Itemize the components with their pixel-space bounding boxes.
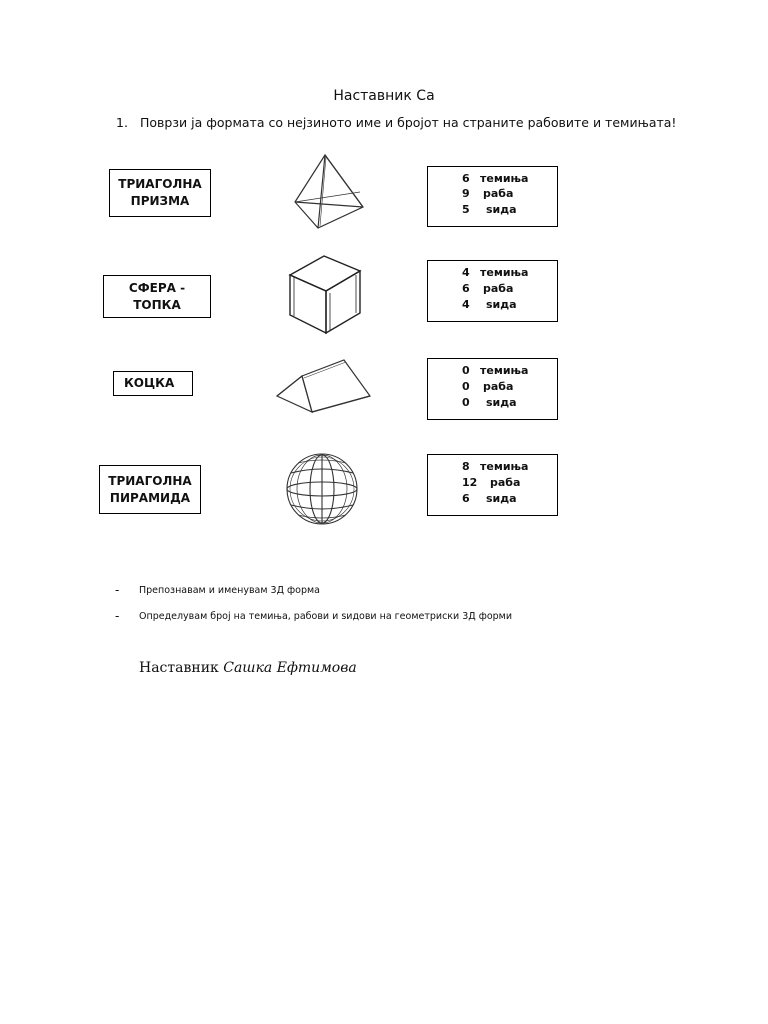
count-4-edges-number: 12	[462, 476, 478, 489]
name-box-4-line-1: ТРИАГОЛНА	[108, 473, 192, 488]
bullet-dash: -	[115, 609, 120, 623]
count-2-vertices-label: темиња	[480, 266, 529, 279]
count-4-edges-label: раба	[490, 476, 521, 489]
name-box-4	[99, 465, 201, 514]
count-box-3	[427, 358, 558, 420]
bullet-text: Определувам број на темиња, рабови и ѕидови на геометриски 3Д форми	[139, 611, 513, 622]
count-4-faces-number: 6	[462, 492, 470, 505]
name-box-3-line-1: КОЦКА	[124, 376, 175, 390]
bullet-dash: -	[115, 583, 120, 597]
count-2-vertices-number: 4	[462, 266, 470, 279]
count-1-vertices-label: темиња	[480, 172, 529, 185]
count-3-vertices-label: темиња	[480, 364, 529, 377]
count-4-vertices-label: темиња	[480, 460, 529, 473]
name-box-1	[109, 169, 211, 217]
count-3-faces-label: ѕида	[486, 396, 517, 409]
count-2-faces-number: 4	[462, 298, 470, 311]
count-box-1	[427, 166, 558, 227]
bullet-item-2	[115, 611, 675, 625]
count-1-faces-number: 5	[462, 203, 470, 216]
count-2-edges-label: раба	[483, 282, 514, 295]
count-1-edges-label: раба	[483, 187, 514, 200]
signature-name: Сашка Ефтимова	[223, 660, 357, 676]
teacher-signature	[139, 660, 357, 676]
count-4-faces-label: ѕида	[486, 492, 517, 505]
bullet-text: Препознавам и именувам 3Д форма	[139, 585, 320, 596]
name-box-2-line-2: ТОПКА	[133, 297, 181, 312]
name-box-1-line-1: ТРИАГОЛНА	[118, 177, 202, 191]
signature-label: Наставник	[139, 660, 219, 676]
sphere-icon	[284, 451, 360, 527]
name-box-2-line-1: СФЕРА -	[128, 280, 186, 295]
count-4-vertices-number: 8	[462, 460, 470, 473]
name-box-1-line-2: ПРИЗМА	[130, 194, 190, 208]
task-instruction	[116, 115, 676, 130]
name-box-3	[113, 371, 193, 396]
count-3-faces-number: 0	[462, 396, 470, 409]
name-box-2	[103, 275, 211, 318]
count-box-4	[427, 454, 558, 516]
count-3-vertices-number: 0	[462, 364, 470, 377]
count-1-edges-number: 9	[462, 187, 470, 200]
name-box-4-line-2: ПИРАМИДА	[109, 490, 191, 505]
count-1-faces-label: ѕида	[486, 203, 517, 216]
triangular-prism-icon	[274, 356, 374, 414]
tetrahedron-icon	[290, 152, 370, 232]
cube-icon	[286, 253, 366, 335]
count-2-edges-number: 6	[462, 282, 470, 295]
count-box-2	[427, 260, 558, 322]
count-3-edges-number: 0	[462, 380, 470, 393]
count-3-edges-label: раба	[483, 380, 514, 393]
bullet-item-1	[115, 585, 615, 599]
task-number: 1.	[116, 115, 128, 130]
count-2-faces-label: ѕида	[486, 298, 517, 311]
count-1-vertices-number: 6	[462, 172, 470, 185]
page-title: Наставник Са	[333, 88, 435, 104]
task-text: Поврзи ја формата со нејзиното име и бројот на страните рабовите и темињата!	[140, 115, 677, 130]
